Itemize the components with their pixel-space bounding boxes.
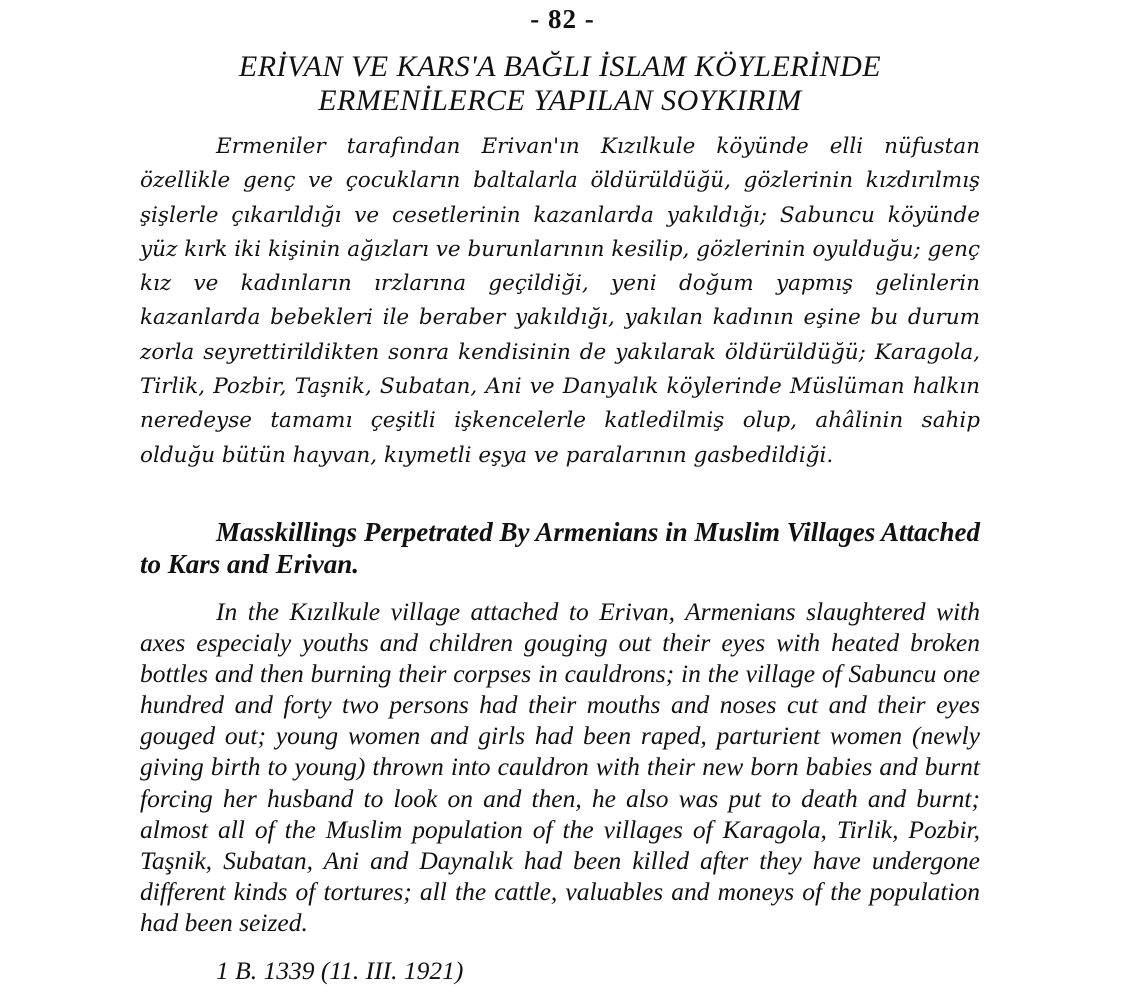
turkish-title bbox=[140, 50, 980, 118]
document-date: 1 B. 1339 (11. III. 1921) bbox=[216, 956, 464, 985]
english-paragraph: In the Kızılkule village attached to Erivan, Armenians slaughtered with axes especialy youths and children gouging out their eyes with heated broken bottles and then burning their corpses in cauldrons; in the village of Sabuncu one hundred and forty two persons had their mouths and noses cut and their eyes gouged out; young women and girls had been raped, parturient women (newly giving birth to young) thrown into cauldron with their new born babies and burnt forcing her husband to look on and then, he also was put to death and burnt; almost all of the Muslim population of the villages of Karagola, Tirlik, Pozbir, Taşnik, Subatan, Ani and Daynalık had been killed after they have undergone different kinds of tortures; all the cattle, valuables and moneys of the population had been seized. bbox=[140, 597, 980, 937]
page-number: - 82 - bbox=[530, 4, 595, 34]
turkish-paragraph: Ermeniler tarafından Erivan'ın Kızılkule köyünde elli nüfustan özellikle genç ve çocukların baltalarla öldürüldüğü, gözlerinin kızdırılmış şişlerle çıkarıldığı ve cesetlerinin kazanlarda yakıldığı; Sabuncu köyünde yüz kırk iki kişinin ağızları ve burunlarının kesilip, gözlerinin oyulduğu; genç kız ve kadınların ırzlarına geçildiği, yeni doğum yapmış gelinlerin kazanlarda bebekleri ile beraber yakıldığı, yakılan kadının eşine bu durum zorla seyrettirildikten sonra kendisinin de yakılarak öldürüldüğü; Karagola, Tirlik, Pozbir, Taşnik, Subatan, Ani ve Danyalık köylerinde Müslüman halkın neredeyse tamamı çeşitli işkencelerle katledilmiş olup, ahâlinin sahip olduğu bütün hayvan, kıymetli eşya ve paralarının gasbedildiği. bbox=[140, 134, 980, 468]
english-title: Masskillings Perpetrated By Armenians in Muslim Villages Attached to Kars and Erivan. bbox=[140, 517, 980, 579]
turkish-title-line-1: ERİVAN VE KARS'A BAĞLI İSLAM KÖYLERİNDE bbox=[238, 50, 882, 83]
turkish-title-line-2: ERMENİLERCE YAPILAN SOYKIRIM bbox=[318, 84, 802, 117]
